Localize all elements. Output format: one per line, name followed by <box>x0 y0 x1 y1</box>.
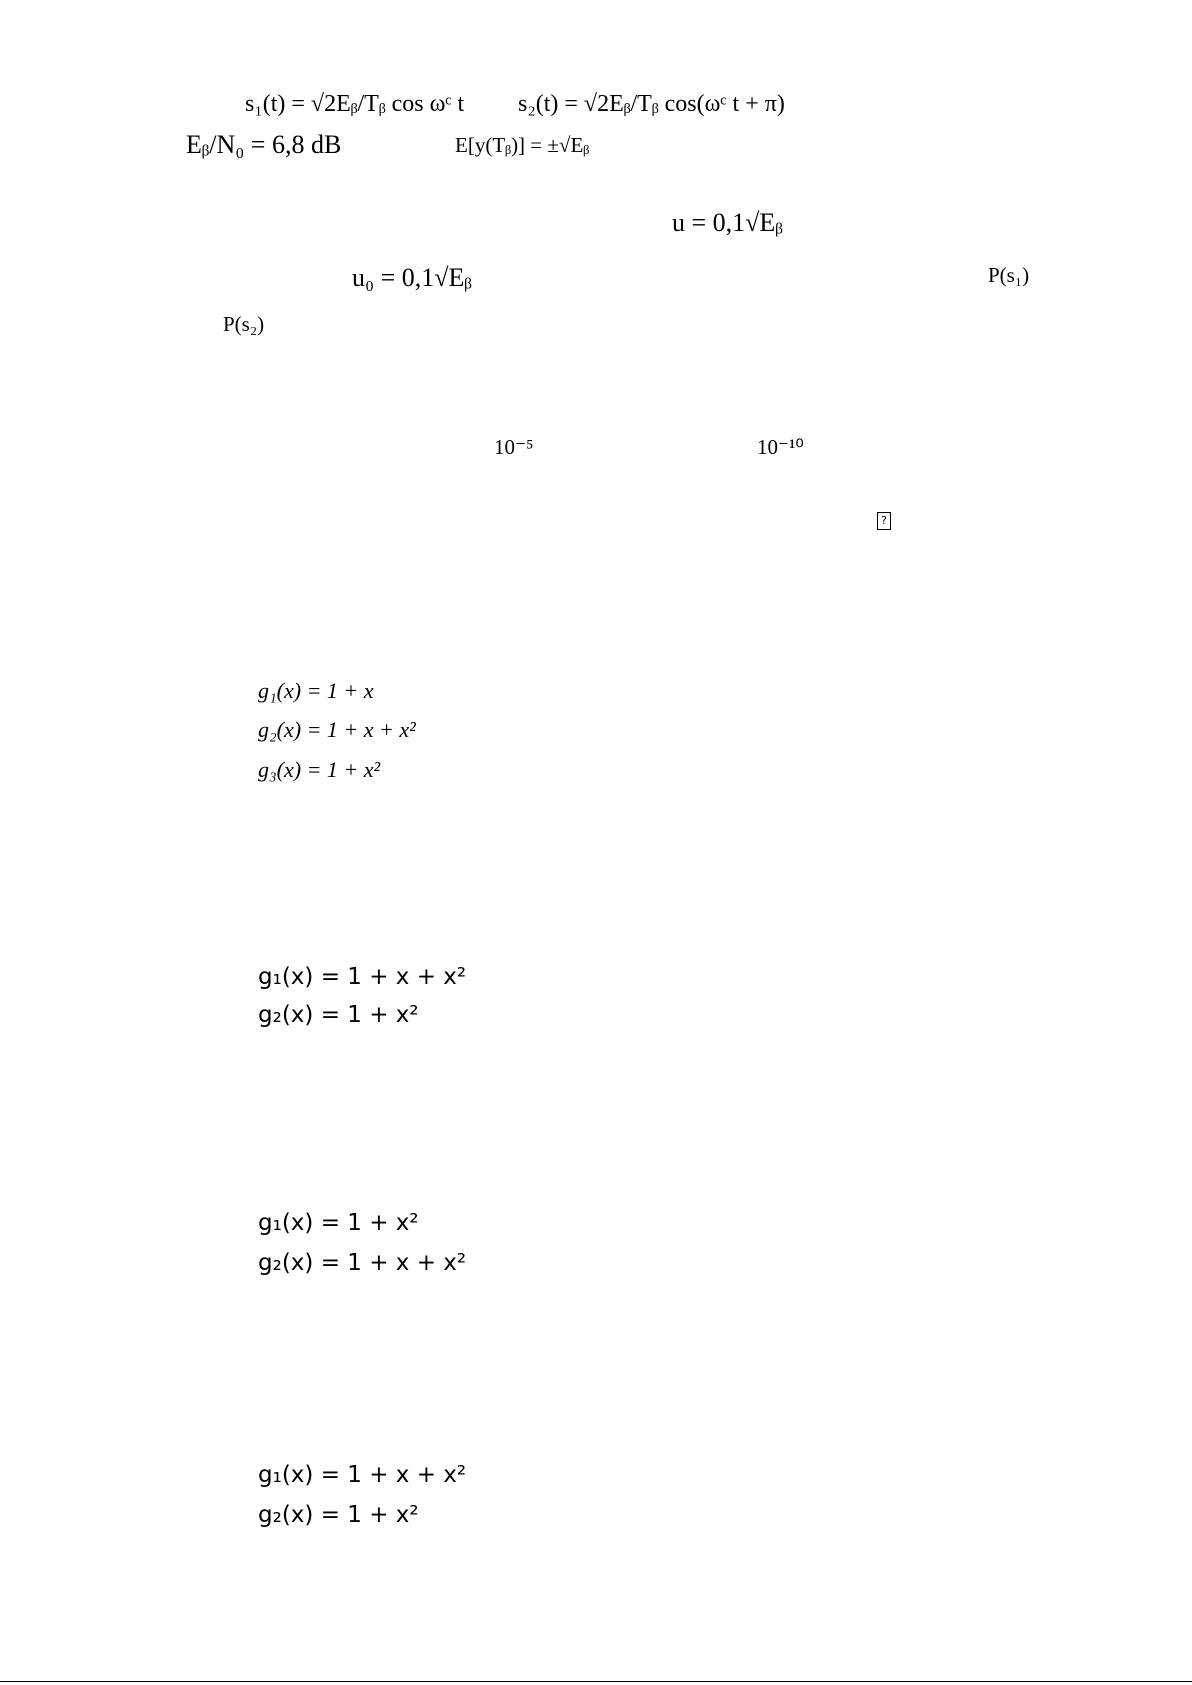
missing-glyph-box: ? <box>877 512 891 530</box>
snr-equation: Eᵦ/N₀ = 6,8 dB <box>186 130 342 159</box>
poly-g2-row: g₂(x) = 1 + x² <box>258 1502 419 1528</box>
poly-g3-row: g₃(x) = 1 + x² <box>258 757 381 782</box>
expectation-equation: E[y(Tᵦ)] = ±√Eᵦ <box>455 133 590 157</box>
prob-s1: P(s₁) <box>988 263 1030 287</box>
poly-g1-row: g₁(x) = 1 + x² <box>258 1210 419 1236</box>
poly-g1-row: g₁(x) = 1 + x <box>258 678 374 703</box>
poly-g2-row: g₂(x) = 1 + x + x² <box>258 717 416 742</box>
threshold-u-equation: u = 0,1√Eᵦ <box>672 208 783 237</box>
threshold-u0-equation: u₀ = 0,1√Eᵦ <box>352 263 472 292</box>
poly-g1-row: g₁(x) = 1 + x + x² <box>258 964 467 990</box>
ten-pow-minus-10: 10⁻¹⁰ <box>757 435 804 459</box>
poly-g2-row: g₂(x) = 1 + x + x² <box>258 1250 467 1276</box>
poly-g1-row: g₁(x) = 1 + x + x² <box>258 1462 467 1488</box>
signal-s2-equation: s₂(t) = √2Eᵦ/Tᵦ cos(ωᶜ t + π) <box>518 91 785 117</box>
signal-s1-equation: s₁(t) = √2Eᵦ/Tᵦ cos ωᶜ t <box>245 91 465 117</box>
prob-s2: P(s₂) <box>223 312 265 336</box>
ten-pow-minus-5: 10⁻⁵ <box>494 435 534 459</box>
poly-g2-row: g₂(x) = 1 + x² <box>258 1002 419 1028</box>
footer-rule <box>0 1681 1192 1682</box>
